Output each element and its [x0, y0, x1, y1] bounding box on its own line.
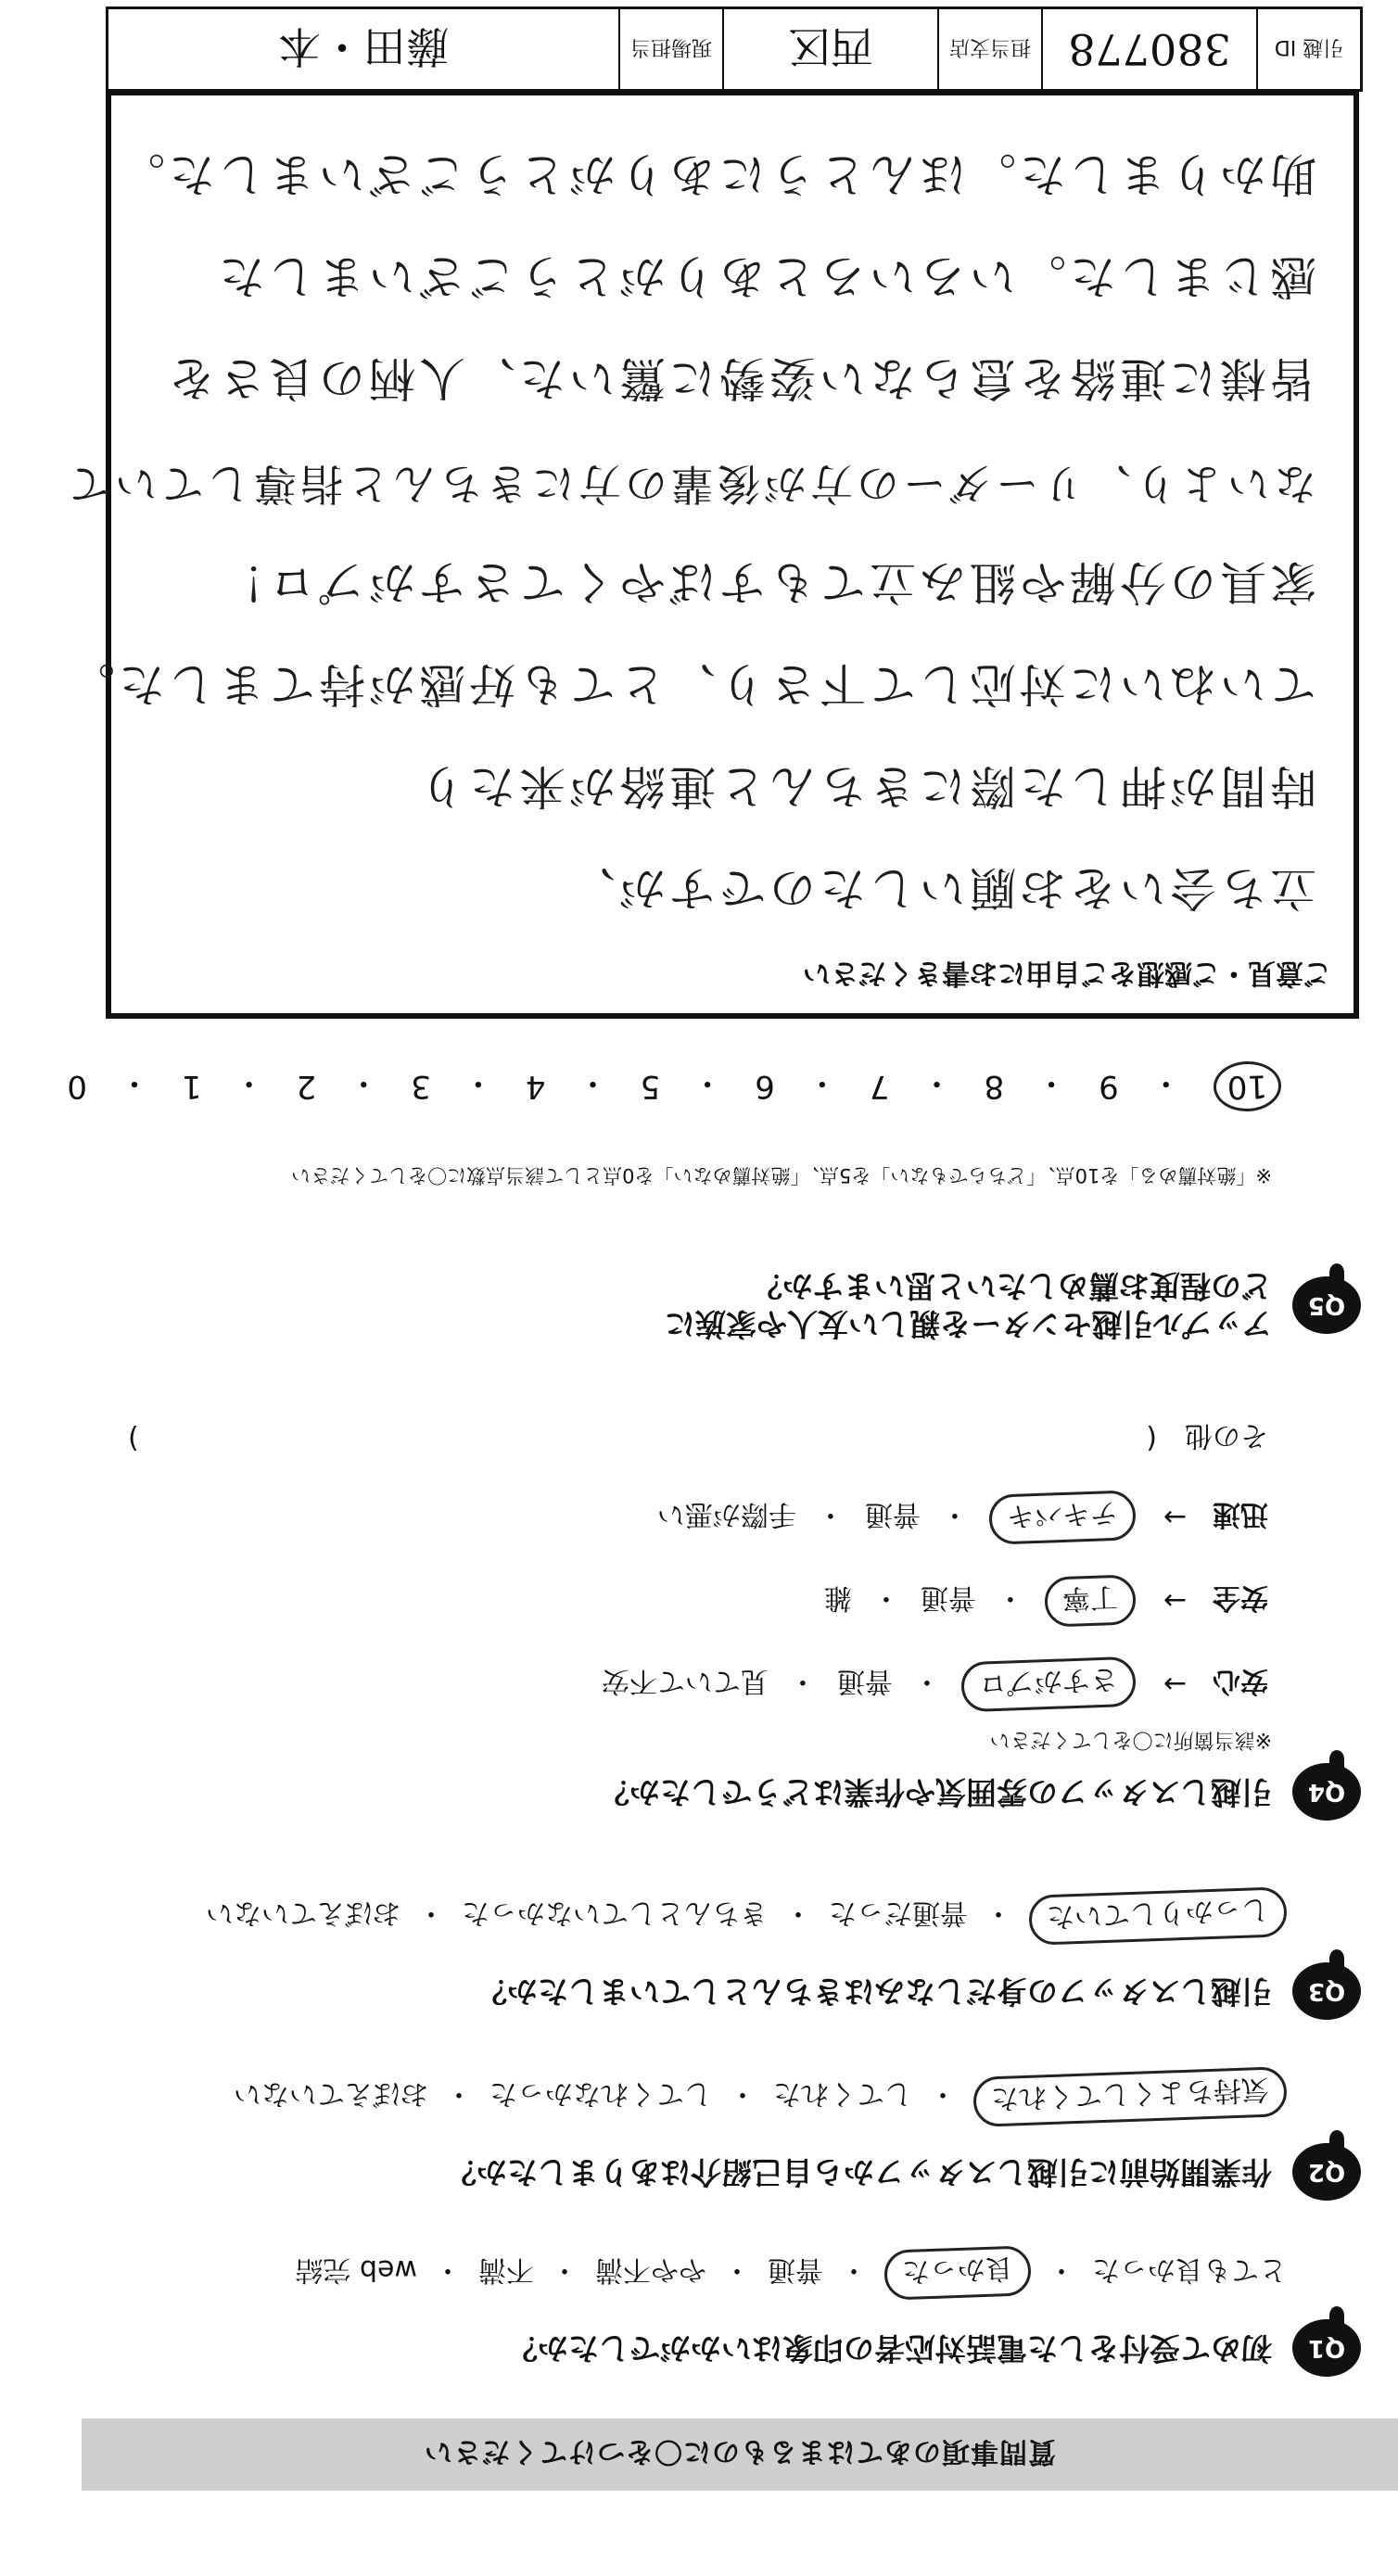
- q5-text: [665, 1267, 1272, 1344]
- q2-option[interactable]: してくれなかった: [489, 2077, 712, 2110]
- comment-line: 立ち会いをお願いしたのですが、: [566, 861, 1316, 915]
- q3-text: 引越しスタッフの身だしなみはきちんとしていましたか？: [477, 1973, 1272, 2010]
- q4-option[interactable]: 見ていて不安: [601, 1665, 769, 1697]
- q2-badge: Q2: [1292, 2143, 1361, 2201]
- q3-option-selected[interactable]: しっかりしていた: [1028, 1886, 1288, 1946]
- comment-line: 家具の分解や組み立てもすばやくてさすがプロ！: [215, 555, 1316, 609]
- q4-badge: Q4: [1292, 1763, 1361, 1821]
- q4-row-anzen: 安全 → 丁寧 ・ 普通 ・ 雑: [824, 1576, 1268, 1626]
- q4-other-field[interactable]: (: [1146, 1422, 1157, 1455]
- q5-score[interactable]: 6: [755, 1068, 775, 1105]
- arrow-icon: →: [1163, 1668, 1187, 1701]
- q5-score-selected[interactable]: 10: [1213, 1060, 1282, 1113]
- q4-other-label: その他: [1185, 1419, 1268, 1452]
- staff-value: 藤田・本: [278, 21, 449, 71]
- q4-note: ※該当箇所に〇をしてください: [989, 1728, 1272, 1751]
- q5-score[interactable]: 9: [1099, 1068, 1119, 1105]
- id-value: 380778: [1041, 9, 1256, 89]
- q3-badge: Q3: [1292, 1962, 1361, 2020]
- instruction-text: 質問事項のあてはまるものに〇をつけてください: [424, 2435, 1056, 2468]
- q5-score[interactable]: 7: [869, 1068, 890, 1105]
- q2-text: 作業開始前に引越しスタッフから自己紹介はありましたか？: [446, 2153, 1272, 2190]
- q4-option-selected[interactable]: テキパキ: [988, 1490, 1137, 1544]
- q5-text-line1: アップル引越センターを親しい友人や家族に: [664, 1306, 1272, 1342]
- q4-option[interactable]: 普通: [920, 1581, 976, 1614]
- branch-label: 担当支店: [937, 9, 1041, 89]
- question-4: [599, 1763, 1361, 1821]
- q5-score[interactable]: 8: [984, 1068, 1005, 1105]
- q3-option[interactable]: きちんとしていなかった: [462, 1897, 768, 1929]
- q1-text: 初めて受付をした電話対応者の印象はいかがでしたか？: [507, 2329, 1272, 2367]
- q4-option-selected[interactable]: さすがプロ: [960, 1656, 1137, 1713]
- q1-option[interactable]: とても良かった: [1092, 2253, 1287, 2286]
- comment-line: 助かりました。ほんとうにありがとうございました。: [115, 147, 1316, 201]
- q5-score[interactable]: 4: [525, 1068, 546, 1105]
- question-1: [507, 2319, 1361, 2377]
- q4-row-label: 安心: [1213, 1665, 1268, 1697]
- instruction-band: [82, 2418, 1398, 2491]
- staff-label: 現場担当: [618, 9, 722, 89]
- question-5: [665, 1267, 1361, 1344]
- q4-option[interactable]: 雑: [823, 1581, 852, 1614]
- q1-option[interactable]: web 完結: [295, 2253, 417, 2286]
- question-2: [446, 2143, 1361, 2201]
- q2-option[interactable]: してくれた: [773, 2077, 912, 2110]
- q5-scale: 10 ・ 9 ・ 8 ・ 7 ・ 6 ・ 5 ・ 4 ・ 3 ・ 2 ・ 1 ・ 0: [35, 1061, 1313, 1111]
- branch-value: 西区: [722, 9, 937, 89]
- id-label: 引越 ID: [1256, 9, 1360, 89]
- q5-text-line2: どの程度お薦めしたいと思いますか？: [752, 1267, 1272, 1304]
- q1-option[interactable]: 普通: [768, 2253, 823, 2286]
- q5-note: ※「絶対薦める」を10点、「どちらでもない」を5点、「絶対薦めない」を0点として該当点数に〇をしてください: [291, 1164, 1272, 1186]
- q5-score[interactable]: 0: [67, 1068, 87, 1105]
- q4-option[interactable]: 普通: [864, 1498, 921, 1530]
- q2-options: 気持ちよくしてくれた ・ してくれた ・ してくれなかった ・ おぼえていない: [234, 2072, 1287, 2122]
- q4-row-label: 安全: [1213, 1581, 1268, 1614]
- q4-row-anshin: 安心 → さすがプロ ・ 普通 ・ 見ていて不安: [602, 1659, 1268, 1709]
- question-3: [477, 1962, 1361, 2020]
- meta-table: [106, 6, 1363, 92]
- q4-other-close: ): [128, 1422, 139, 1455]
- arrow-icon: →: [1163, 1584, 1187, 1618]
- q1-option[interactable]: 不満: [478, 2253, 534, 2286]
- comment-line: ていねいに対応して下さり、とても好感が持てました。: [65, 657, 1316, 711]
- q4-option[interactable]: 手際が悪い: [656, 1498, 796, 1530]
- q4-option-selected[interactable]: 丁寧: [1044, 1574, 1137, 1627]
- q5-score[interactable]: 2: [296, 1068, 317, 1105]
- q4-text: 引越しスタッフの雰囲気や作業はどうでしたか？: [599, 1773, 1272, 1810]
- q1-badge: Q1: [1292, 2319, 1361, 2377]
- q1-options: とても良かった ・ 良かった ・ 普通 ・ やや不満 ・ 不満 ・ web 完結: [295, 2248, 1287, 2298]
- q4-row-other: [128, 1418, 1268, 1459]
- q3-options: しっかりしていた ・ 普通だった ・ きちんとしていなかった ・ おぼえていない: [206, 1891, 1287, 1941]
- q5-score[interactable]: 1: [181, 1068, 202, 1105]
- comment-line: ないより、リーダーの方が後輩の方にきちんと指導していて: [65, 459, 1316, 509]
- comment-line: 感じました。いろいろとありがとうございました: [215, 249, 1316, 303]
- q2-option-selected[interactable]: 気持ちよくしてくれた: [972, 2066, 1288, 2127]
- q3-option[interactable]: おぼえていない: [206, 1897, 400, 1929]
- q1-option[interactable]: やや不満: [595, 2253, 706, 2286]
- q4-row-label: 迅速: [1213, 1498, 1268, 1530]
- q5-badge: Q5: [1292, 1276, 1361, 1334]
- comment-line: 皆様に連絡を怠らない姿勢に驚いた、人柄の良さを: [165, 351, 1316, 405]
- q4-option[interactable]: 普通: [836, 1665, 893, 1697]
- q4-row-jinsoku: 迅速 → テキパキ ・ 普通 ・ 手際が悪い: [657, 1492, 1268, 1542]
- q5-score[interactable]: 3: [411, 1068, 431, 1105]
- comment-box[interactable]: [65, 90, 1359, 1019]
- q3-option[interactable]: 普通だった: [829, 1897, 968, 1929]
- q5-score[interactable]: 5: [640, 1068, 661, 1105]
- comment-line: 時間が押した際にきちんと連絡が来たり: [415, 759, 1316, 813]
- q2-option[interactable]: おぼえていない: [234, 2077, 428, 2110]
- comment-title: ご意見・ご感想をご自由にお書きください: [803, 957, 1331, 989]
- arrow-icon: →: [1163, 1501, 1187, 1534]
- q1-option-selected[interactable]: 良かった: [883, 2245, 1032, 2300]
